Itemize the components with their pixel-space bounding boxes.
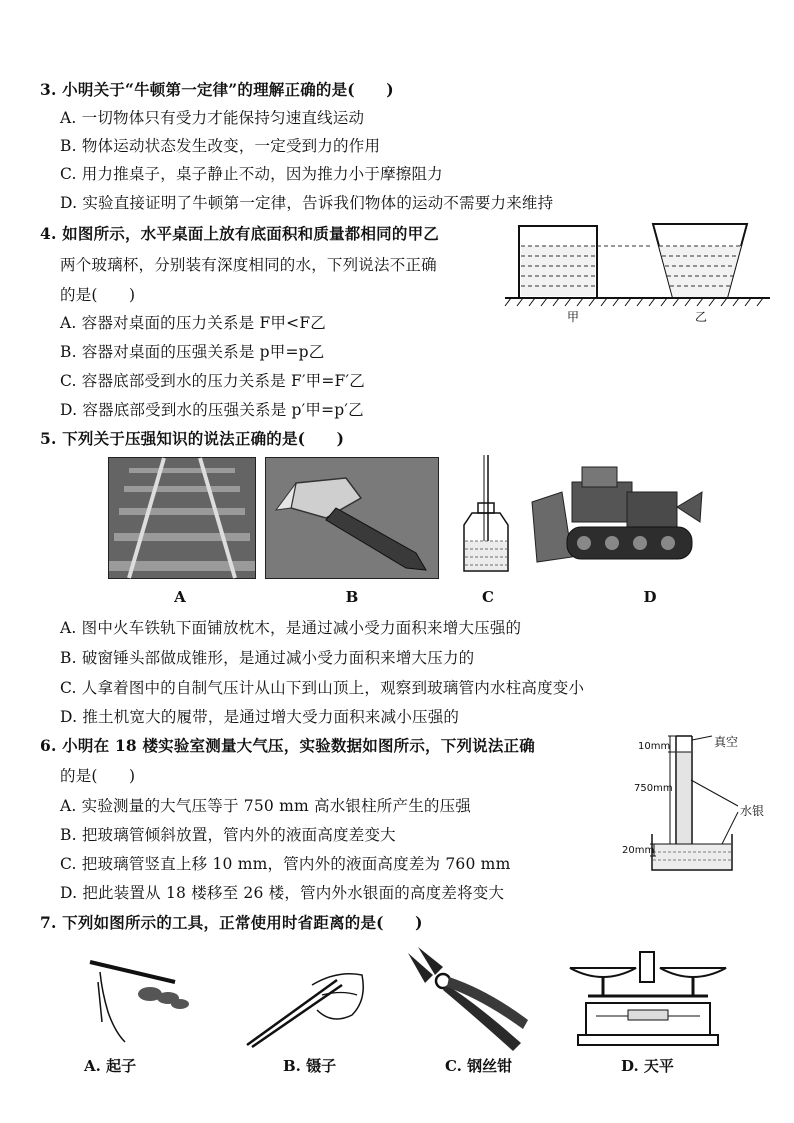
q4-option-b: B. 容器对桌面的压强关系是 p甲=p乙 [60,343,325,361]
bulldozer-image [532,462,704,574]
label-vacuum: 真空 [714,735,739,749]
q7-caption-d: D. 天平 [621,1057,674,1075]
railway-track-image [108,457,256,579]
pliers-figure [403,945,533,1055]
label-mercury: 水银 [740,804,765,818]
q6-option-d: D. 把此装置从 18 楼移至 26 楼，管内外水银面的高度差将变大 [60,884,505,902]
q3-stem: 3. 小明关于“牛顿第一定律”的理解正确的是( ) [40,80,394,99]
bottle-opener-figure [80,952,200,1047]
q6-option-c: C. 把玻璃管竖直上移 10 mm，管内外的液面高度差为 760 mm [60,855,511,873]
label-yi: 乙 [695,310,708,324]
q6-option-a: A. 实验测量的大气压等于 750 mm 高水银柱所产生的压强 [60,797,472,815]
q7-caption-a: A. 起子 [84,1057,137,1075]
q3-option-c: C. 用力推桌子，桌子静止不动，因为推力小于摩擦阻力 [60,165,443,183]
q4-option-d: D. 容器底部受到水的压强关系是 p′甲=p′乙 [60,401,364,419]
q5-caption-d: D [643,588,657,606]
q5-option-c: C. 人拿着图中的自制气压计从山下到山顶上，观察到玻璃管内水柱高度变小 [60,679,585,697]
barometer-bottle-figure [458,455,518,577]
tweezers-figure [242,955,372,1050]
q4-glasses-figure [505,218,794,328]
q5-caption-b: B [345,588,359,606]
q4-option-a: A. 容器对桌面的压力关系是 F甲<F乙 [60,314,326,332]
emergency-hammer-image [265,457,439,579]
balance-scale-figure [568,948,728,1053]
label-jia: 甲 [567,310,580,324]
q4-stem-2: 两个玻璃杯，分别装有深度相同的水，下列说法不正确 [60,256,437,274]
q4-stem-3: 的是( ) [60,286,136,304]
label-750mm: 750mm [634,783,673,794]
torricelli-tube-figure [622,728,787,873]
q5-caption-c: C [482,588,494,606]
q6-option-b: B. 把玻璃管倾斜放置，管内外的液面高度差变大 [60,826,396,844]
q4-option-c: C. 容器底部受到水的压力关系是 F′甲=F′乙 [60,372,365,390]
q3-option-a: A. 一切物体只有受力才能保持匀速直线运动 [60,109,365,127]
label-20mm: 20mm [622,845,655,856]
q3-option-b: B. 物体运动状态发生改变，一定受到力的作用 [60,137,381,155]
q5-stem: 5. 下列关于压强知识的说法正确的是( ) [40,429,345,448]
q3-option-d: D. 实验直接证明了牛顿第一定律，告诉我们物体的运动不需要力来维持 [60,194,554,212]
q5-option-d: D. 推土机宽大的履带，是通过增大受力面积来减小压强的 [60,708,460,726]
q5-caption-a: A [174,588,186,606]
q6-stem-2: 的是( ) [60,767,136,785]
label-10mm: 10mm [638,741,671,752]
q6-stem-1: 6. 小明在 18 楼实验室测量大气压，实验数据如图所示，下列说法正确 [40,736,535,755]
q5-option-a: A. 图中火车铁轨下面铺放枕木，是通过减小受力面积来增大压强的 [60,619,522,637]
q5-option-b: B. 破窗锤头部做成锥形，是通过减小受力面积来增大压力的 [60,649,475,667]
q4-stem-1: 4. 如图所示，水平桌面上放有底面积和质量都相同的甲乙 [40,224,439,243]
q7-caption-b: B. 镊子 [283,1057,337,1075]
q7-caption-c: C. 钢丝钳 [445,1057,513,1075]
q7-stem: 7. 下列如图所示的工具，正常使用时省距离的是( ) [40,913,423,932]
